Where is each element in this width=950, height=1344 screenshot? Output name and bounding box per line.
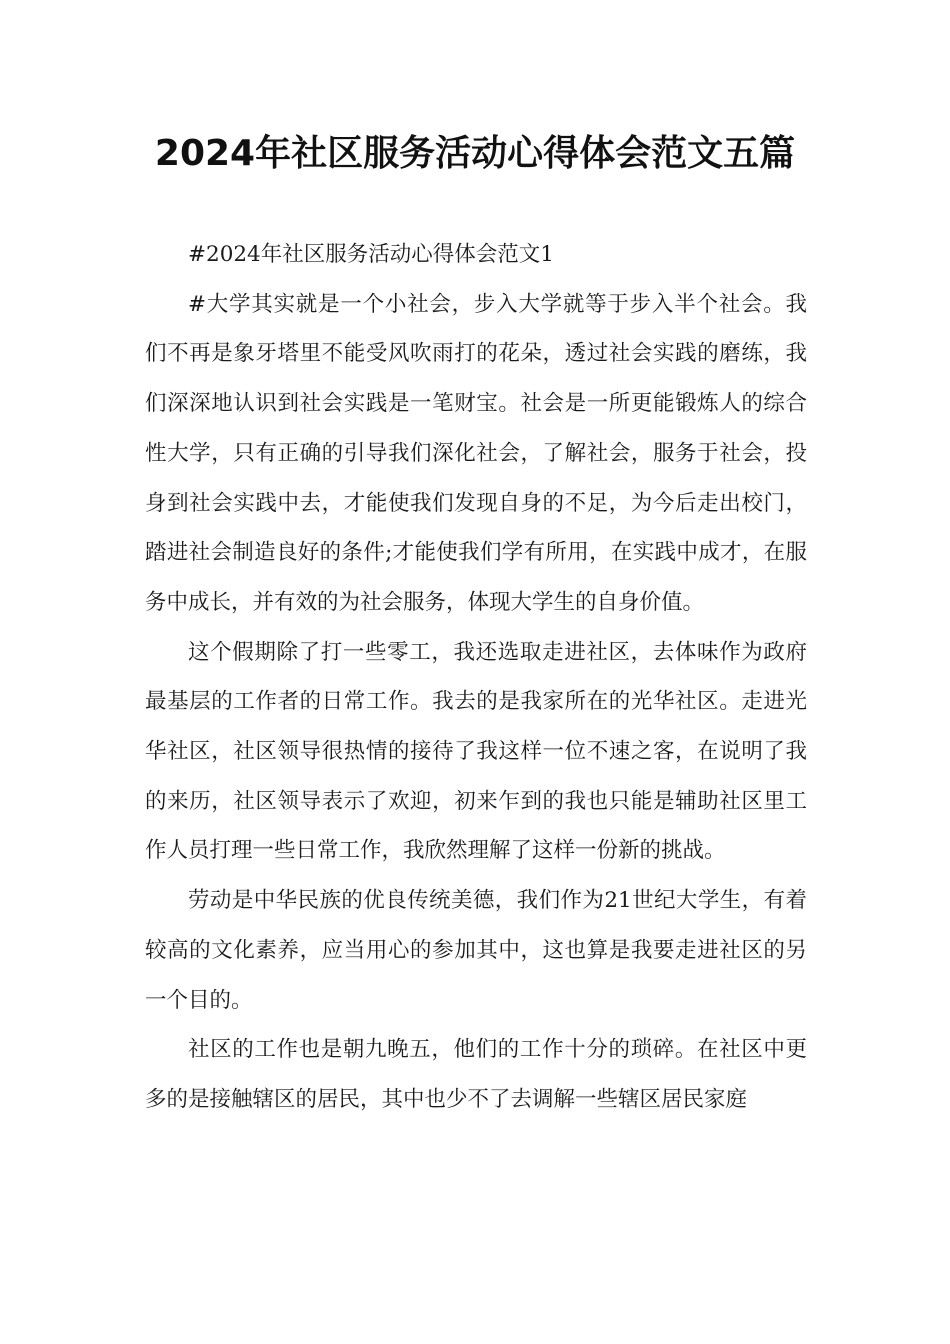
paragraph: 这个假期除了打一些零工，我还选取走进社区，去体味作为政府最基层的工作者的日常工作。我去的是我家所在的光华社区。走进光华社区，社区领导很热情的接待了我这样一位不速之客，在说明了我的来历，社区领导表示了欢迎，初来乍到的我也只能是辅助社区里工作人员打理一些日常工作，我欣然理解了这样一份新的挑战。 (145, 639, 807, 864)
paragraph: 社区的工作也是朝九晚五，他们的工作十分的琐碎。在社区中更多的是接触辖区的居民，其中也少不了去调解一些辖区居民家庭 (145, 1037, 807, 1112)
paragraph: #大学其实就是一个小社会，步入大学就等于步入半个社会。我们不再是象牙塔里不能受风吹雨打的花朵，透过社会实践的磨练，我们深深地认识到社会实践是一笔财宝。社会是一所更能锻炼人的综合性大学，只有正确的引导我们深化社会，了解社会，服务于社会，投身到社会实践中去，才能使我们发现自身的不足，为今后走出校门，踏进社会制造良好的条件;才能使我们学有所用，在实践中成才，在服务中成长，并有效的为社会服务，体现大学生的自身价值。 (145, 291, 807, 615)
paragraph: 劳动是中华民族的优良传统美德，我们作为21世纪大学生，有着较高的文化素养，应当用心的参加其中，这也算是我要走进社区的另一个目的。 (145, 888, 807, 1013)
document-title: 2024年社区服务活动心得体会范文五篇 (154, 133, 796, 174)
paragraph-subtitle: #2024年社区服务活动心得体会范文1 (188, 242, 554, 267)
document-body (145, 230, 807, 1125)
